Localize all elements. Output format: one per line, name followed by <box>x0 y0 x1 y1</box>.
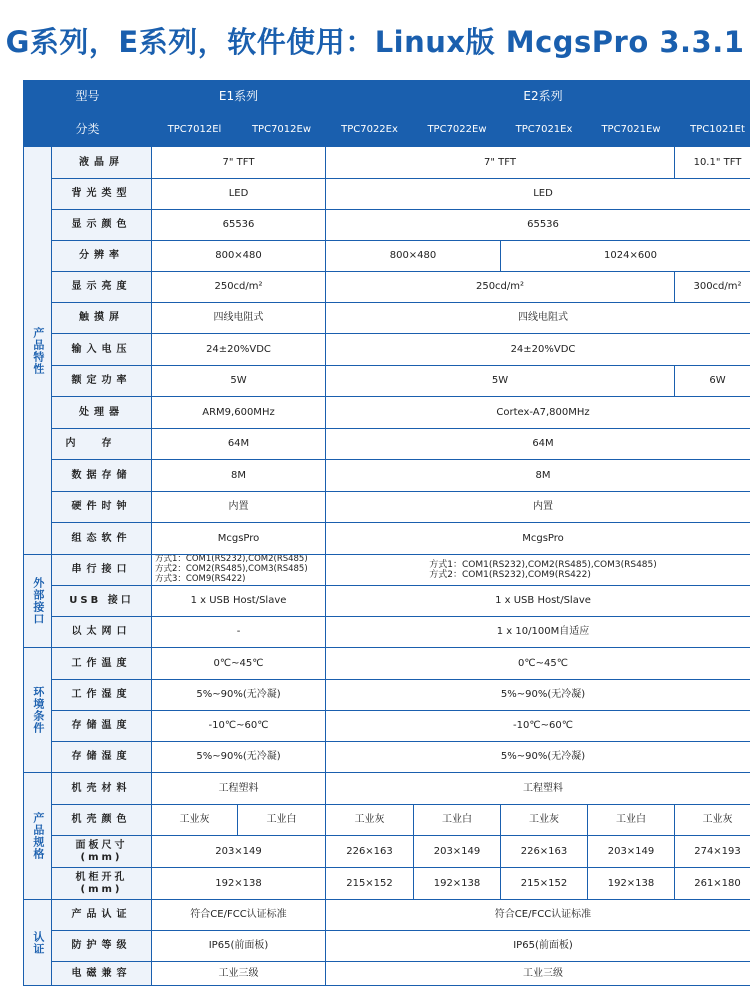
table-cell: 64M <box>326 429 750 459</box>
table-cell: 方式1：COM1(RS232),COM2(RS485) 方式2：COM2(RS485),COM3(RS485) 方式3：COM9(RS422) <box>152 555 325 585</box>
model-name: TPC7012El <box>152 114 237 146</box>
row-label: 电磁兼容 <box>52 962 151 985</box>
table-cell: 215×152 <box>326 868 413 899</box>
category-header: 分类 <box>24 114 151 146</box>
table-cell: 1 x USB Host/Slave <box>152 586 325 616</box>
category-spec: 产品规格 <box>24 773 51 899</box>
table-cell: 192×138 <box>152 868 325 899</box>
table-cell: 工业灰 <box>152 805 237 835</box>
table-cell: 内置 <box>152 492 325 522</box>
row-label: 机柜开孔 (mm) <box>52 868 151 899</box>
category-product: 产品特性 <box>24 147 51 554</box>
table-cell: 8M <box>326 460 750 491</box>
row-label: 存储湿度 <box>52 742 151 772</box>
table-cell: 274×193 <box>675 836 750 867</box>
row-label: 防护等级 <box>52 931 151 961</box>
row-label: 组态软件 <box>52 523 151 554</box>
table-cell: 工程塑料 <box>326 773 750 804</box>
table-cell: 5%~90%(无冷凝) <box>152 680 325 710</box>
spec-table <box>23 80 750 986</box>
table-cell: IP65(前面板) <box>152 931 325 961</box>
row-label: 分辨率 <box>52 241 151 271</box>
model-name: TPC7012Ew <box>238 114 325 146</box>
row-label: 额定功率 <box>52 366 151 396</box>
row-label: 背光类型 <box>52 179 151 209</box>
table-cell: McgsPro <box>152 523 325 554</box>
row-label: 串行接口 <box>52 555 151 585</box>
model-name: TPC7022Ex <box>326 114 413 146</box>
table-cell: 符合CE/FCC认证标准 <box>152 900 325 930</box>
row-label: 触摸屏 <box>52 303 151 333</box>
row-label: 显示颜色 <box>52 210 151 240</box>
table-cell: 65536 <box>326 210 750 240</box>
model-name: TPC7021Ex <box>501 114 587 146</box>
model-name: TPC7022Ew <box>414 114 500 146</box>
table-cell: 工业白 <box>414 805 500 835</box>
table-cell: 工业三级 <box>152 962 325 985</box>
table-cell: Cortex-A7,800MHz <box>326 397 750 428</box>
table-cell: 内置 <box>326 492 750 522</box>
table-cell: LED <box>152 179 325 209</box>
table-cell: 0℃~45℃ <box>326 648 750 679</box>
table-cell: 250cd/m² <box>326 272 674 302</box>
row-label: 工作湿度 <box>52 680 151 710</box>
table-cell: LED <box>326 179 750 209</box>
table-cell: 工程塑料 <box>152 773 325 804</box>
e1-series-header: E1系列 <box>152 81 325 113</box>
table-cell: 工业灰 <box>501 805 587 835</box>
e2-series-header: E2系列 <box>326 81 750 113</box>
row-label: 硬件时钟 <box>52 492 151 522</box>
row-label: USB 接口 <box>52 586 151 616</box>
table-cell: 5W <box>326 366 674 396</box>
table-cell: 7" TFT <box>326 147 674 178</box>
table-cell: 方式1：COM1(RS232),COM2(RS485),COM3(RS485) 方式2：COM1(RS232),COM9(RS422) <box>326 555 750 585</box>
table-cell: ARM9,600MHz <box>152 397 325 428</box>
table-cell: 8M <box>152 460 325 491</box>
table-cell: 7" TFT <box>152 147 325 178</box>
model-header: 型号 <box>24 81 151 113</box>
table-cell: 1 x USB Host/Slave <box>326 586 750 616</box>
row-label: 内存 <box>52 429 151 459</box>
table-cell: -10℃~60℃ <box>326 711 750 741</box>
table-cell: 5W <box>152 366 325 396</box>
row-label: 工作温度 <box>52 648 151 679</box>
row-label: 数据存储 <box>52 460 151 491</box>
table-cell: 工业灰 <box>326 805 413 835</box>
table-cell: 符合CE/FCC认证标准 <box>326 900 750 930</box>
page-title: G系列，E系列，软件使用：Linux版 McgsPro 3.3.1 <box>5 24 745 59</box>
row-label: 液晶屏 <box>52 147 151 178</box>
row-label: 机壳材料 <box>52 773 151 804</box>
table-cell: 5%~90%(无冷凝) <box>326 680 750 710</box>
table-cell: 工业三级 <box>326 962 750 985</box>
table-cell: 192×138 <box>588 868 674 899</box>
category-cert: 认证 <box>24 900 51 985</box>
table-cell: -10℃~60℃ <box>152 711 325 741</box>
table-cell: 24±20%VDC <box>326 334 750 365</box>
table-cell: McgsPro <box>326 523 750 554</box>
row-label: 以太网口 <box>52 617 151 647</box>
row-label: 处理器 <box>52 397 151 428</box>
row-label: 显示亮度 <box>52 272 151 302</box>
table-cell: 10.1" TFT <box>675 147 750 178</box>
table-cell: 四线电阻式 <box>326 303 750 333</box>
table-cell: 24±20%VDC <box>152 334 325 365</box>
table-cell: 203×149 <box>588 836 674 867</box>
table-cell: 1 x 10/100M自适应 <box>326 617 750 647</box>
row-label: 输入电压 <box>52 334 151 365</box>
table-cell: 65536 <box>152 210 325 240</box>
table-cell: 203×149 <box>152 836 325 867</box>
category-interface: 外部接口 <box>24 555 51 647</box>
table-cell: IP65(前面板) <box>326 931 750 961</box>
table-cell: 四线电阻式 <box>152 303 325 333</box>
row-label: 存储温度 <box>52 711 151 741</box>
table-cell: 64M <box>152 429 325 459</box>
table-cell: 226×163 <box>326 836 413 867</box>
table-cell: 工业白 <box>588 805 674 835</box>
table-cell: 5%~90%(无冷凝) <box>326 742 750 772</box>
model-name: TPC1021Et <box>675 114 750 146</box>
table-cell: 1024×600 <box>501 241 750 271</box>
table-cell: 800×480 <box>326 241 500 271</box>
table-cell: 192×138 <box>414 868 500 899</box>
table-cell: 5%~90%(无冷凝) <box>152 742 325 772</box>
table-cell: 300cd/m² <box>675 272 750 302</box>
table-cell: 6W <box>675 366 750 396</box>
table-cell: 261×180 <box>675 868 750 899</box>
row-label: 机壳颜色 <box>52 805 151 835</box>
model-name: TPC7021Ew <box>588 114 674 146</box>
table-cell: 工业白 <box>238 805 325 835</box>
table-cell: 工业灰 <box>675 805 750 835</box>
category-environment: 环境条件 <box>24 648 51 772</box>
table-cell: 226×163 <box>501 836 587 867</box>
table-cell: 203×149 <box>414 836 500 867</box>
row-label: 面板尺寸 (mm) <box>52 836 151 867</box>
row-label: 产品认证 <box>52 900 151 930</box>
table-cell: - <box>152 617 325 647</box>
table-cell: 215×152 <box>501 868 587 899</box>
table-cell: 800×480 <box>152 241 325 271</box>
table-cell: 250cd/m² <box>152 272 325 302</box>
table-cell: 0℃~45℃ <box>152 648 325 679</box>
